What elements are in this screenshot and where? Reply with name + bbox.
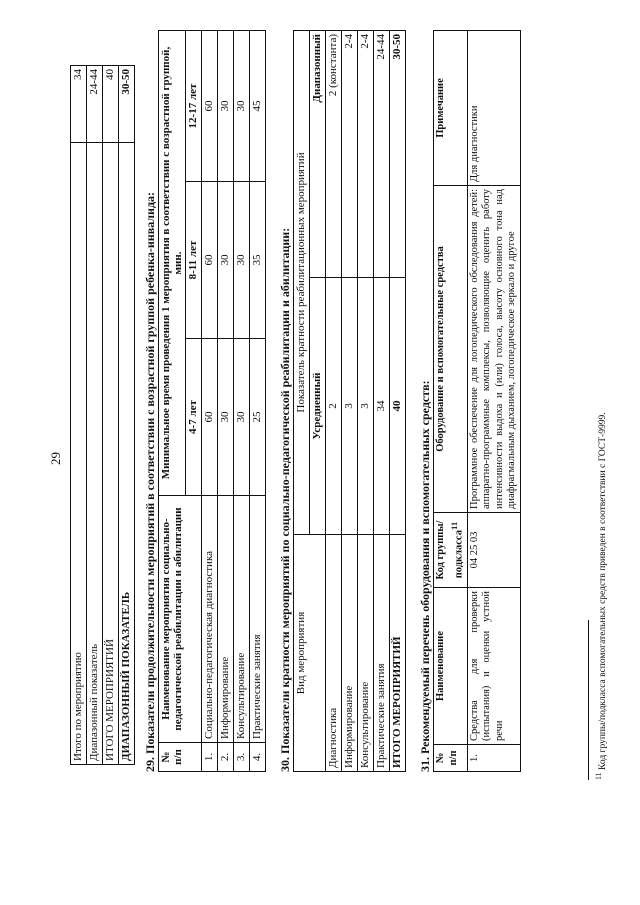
row-num: 4. xyxy=(250,743,266,772)
row-name: Практические занятия xyxy=(374,535,390,772)
row-num: 2. xyxy=(218,743,234,772)
row-code: 04 25 03 xyxy=(467,513,520,588)
row-range: 24-44 xyxy=(374,31,390,278)
footnote xyxy=(594,412,608,780)
summary-value: 24-44 xyxy=(87,66,103,143)
col-name-header: Наименование xyxy=(434,588,468,745)
row-avg: 2 xyxy=(326,278,342,535)
section30-caption: 30. Показатели кратности мероприятий по социально-педагогической реабилитации и абилитации: xyxy=(278,227,292,772)
col-time-header: Минимальное время проведения 1 мероприятия в соответствии с возрастной группой, мин. xyxy=(159,31,186,496)
row-num: 1. xyxy=(467,745,520,772)
summary-row xyxy=(103,66,119,765)
age-group-header: 4-7 лет xyxy=(186,339,202,496)
footnote-mark: 11 xyxy=(594,772,603,780)
row-value: 30 xyxy=(218,339,234,496)
table-row xyxy=(218,31,234,772)
row-name: Практические занятия xyxy=(250,496,266,743)
summary-label: Итого по мероприятию xyxy=(71,143,87,765)
row-name: Информирование xyxy=(218,496,234,743)
summary-row xyxy=(87,66,103,765)
row-value: 35 xyxy=(250,182,266,339)
row-value: 30 xyxy=(218,182,234,339)
row-num: 3. xyxy=(234,743,250,772)
row-value: 30 xyxy=(218,31,234,182)
row-value: 30 xyxy=(234,182,250,339)
col-code-header xyxy=(434,513,468,588)
duration-table xyxy=(158,30,266,772)
code-header-text: Код группы/ подкласса xyxy=(435,520,464,580)
row-name: Консультирование xyxy=(358,535,374,772)
footnote-ref: 11 xyxy=(448,521,459,531)
page-number: 29 xyxy=(48,452,63,465)
summary-row xyxy=(119,66,135,765)
row-range: 2-4 xyxy=(358,31,374,278)
row-avg: 3 xyxy=(342,278,358,535)
col-range-header: Диапазонный xyxy=(310,31,326,278)
table-row xyxy=(234,31,250,772)
summary-value: 34 xyxy=(71,66,87,143)
row-equipment: Программное обеспечение для логопедического обследования детей: аппаратно-программные комплексы, позволяющие оценить работу интенсивности выдоха и (или) голоса, высоту основного тона над диафрагмальным дыханием, логопедическое зеркало и другое xyxy=(467,186,520,513)
equipment-table xyxy=(433,30,521,772)
table-row xyxy=(250,31,266,772)
row-name: Консультирование xyxy=(234,496,250,743)
table-row xyxy=(390,31,406,772)
row-value: 25 xyxy=(250,339,266,496)
frequency-table xyxy=(293,30,406,772)
col-equipment-header: Оборудование и вспомогательные средства xyxy=(434,186,468,513)
row-value: 60 xyxy=(202,182,218,339)
col-num-header: № п/п xyxy=(159,743,202,772)
summary-label: ИТОГО МЕРОПРИЯТИЙ xyxy=(103,143,119,765)
summary-row xyxy=(71,66,87,765)
row-note: Для диагностики xyxy=(467,31,520,186)
col-rate-header: Показатель кратности реабилитационных мероприятий xyxy=(294,31,310,535)
row-value: 45 xyxy=(250,31,266,182)
row-avg: 34 xyxy=(374,278,390,535)
table-row xyxy=(467,31,520,772)
row-name: Социально-педагогическая диагностика xyxy=(202,496,218,743)
row-avg: 40 xyxy=(390,278,406,535)
summary-value: 40 xyxy=(103,66,119,143)
row-name: Информирование xyxy=(342,535,358,772)
footnote-separator xyxy=(588,620,589,780)
footnote-text: Код группы/подкласса вспомогательных средств приведен в соответствии с ГОСТ-9999. xyxy=(598,412,609,770)
col-num-header: № п/п xyxy=(434,745,468,772)
row-range: 2-4 xyxy=(342,31,358,278)
row-range: 30-50 xyxy=(390,31,406,278)
age-group-header: 12-17 лет xyxy=(186,31,202,182)
summary-label: ДИАПАЗОННЫЙ ПОКАЗАТЕЛЬ xyxy=(119,143,135,765)
col-note-header: Примечание xyxy=(434,31,468,186)
row-value: 60 xyxy=(202,31,218,182)
col-avg-header: Усредненный xyxy=(310,278,326,535)
row-name: Средства для проверки (испытания) и оценки устной речи xyxy=(467,588,520,745)
col-type-header: Вид мероприятия xyxy=(294,535,326,772)
section31-caption: 31. Рекомендуемый перечень оборудования и вспомогательных средств: xyxy=(418,380,432,772)
table-row xyxy=(374,31,390,772)
row-value: 30 xyxy=(234,339,250,496)
age-group-header: 8-11 лет xyxy=(186,182,202,339)
row-value: 30 xyxy=(234,31,250,182)
row-avg: 3 xyxy=(358,278,374,535)
summary-label: Диапазонный показатель xyxy=(87,143,103,765)
col-name-header: Наименование мероприятия социально-педагогической реабилитации и абилитации xyxy=(159,496,202,743)
summary-table xyxy=(70,65,135,765)
row-name: Диагностика xyxy=(326,535,342,772)
row-range: 2 (константа) xyxy=(326,31,342,278)
section29-caption: 29. Показатели продолжительности мероприятий в соответствии с возрастной группой ребенка-инвалида: xyxy=(143,191,157,772)
table-row xyxy=(202,31,218,772)
row-name: ИТОГО МЕРОПРИЯТИЙ xyxy=(390,535,406,772)
table-row xyxy=(326,31,342,772)
table-row xyxy=(358,31,374,772)
table-row xyxy=(342,31,358,772)
row-value: 60 xyxy=(202,339,218,496)
row-num: 1. xyxy=(202,743,218,772)
summary-value: 30-50 xyxy=(119,66,135,143)
